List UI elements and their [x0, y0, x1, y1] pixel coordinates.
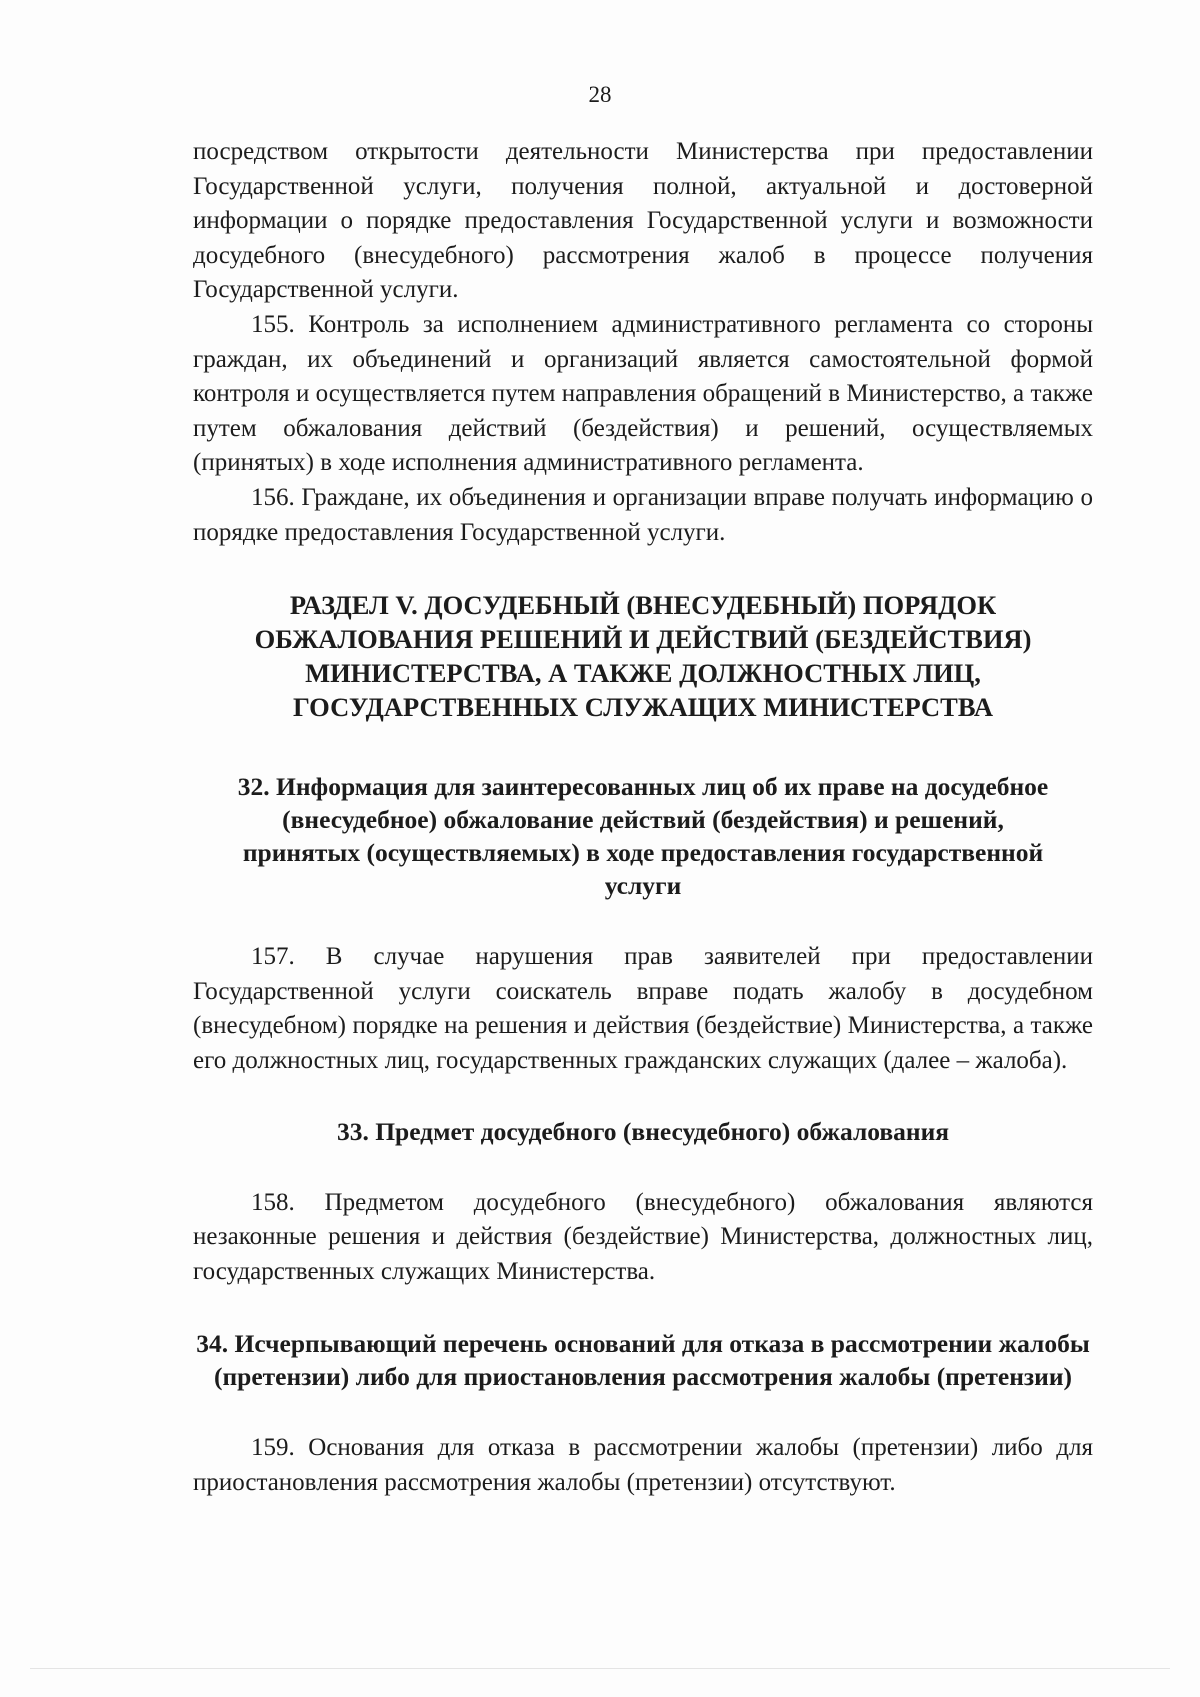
chapter-title: РАЗДЕЛ V. ДОСУДЕБНЫЙ (ВНЕСУДЕБНЫЙ) ПОРЯДОК ОБЖАЛОВАНИЯ РЕШЕНИЙ И ДЕЙСТВИЙ (БЕЗДЕЙСТВИЯ) МИНИСТЕРСТВА, А ТАКЖЕ ДОЛЖНОСТНЫХ ЛИЦ, ГОСУДАРСТВЕННЫХ СЛУЖАЩИХ МИНИСТЕРСТВА	[254, 590, 1032, 723]
page-number: 28	[588, 82, 612, 107]
paragraph-156: 156. Граждане, их объединения и организации вправе получать информацию о порядке предоставления Государственной услуги.	[193, 483, 1093, 546]
paragraph-158: 158. Предметом досудебного (внесудебного) обжалования являются незаконные решения и действия (бездействие) Министерства, должностных лиц, государственных служащих Министерства.	[193, 1188, 1093, 1285]
paragraph-157: 157. В случае нарушения прав заявителей при предоставлении Государственной услуги соискатель вправе подать жалобу в досудебном (внесудебном) порядке на решения и действия (бездействие) Министерства, а также его должностных лиц, государственных гражданских служащих (далее – жалоба).	[193, 943, 1093, 1074]
paragraph-155: 155. Контроль за исполнением административного регламента со стороны граждан, их объединений и организаций является самостоятельной формой контроля и осуществляется путем направления обращений в Министерство, а также путем обжалования действий (бездействия) и решений, осуществляемых (принятых) в ходе исполнения административного регламента.	[193, 310, 1093, 477]
paragraph-159: 159. Основания для отказа в рассмотрении жалобы (претензии) либо для приостановления рассмотрения жалобы (претензии) отсутствуют.	[193, 1434, 1093, 1496]
page-content	[193, 135, 1093, 1500]
paragraph-continuation: посредством открытости деятельности Министерства при предоставлении Государственной услуги, получения полной, актуальной и достоверной информации о порядке предоставления Государственной услуги и возможности досудебного (внесудебного) рассмотрения жалоб в процессе получения Государственной услуги.	[193, 138, 1093, 304]
section-title-33: 33. Предмет досудебного (внесудебного) обжалования	[336, 1116, 950, 1146]
section-title-32: 32. Информация для заинтересованных лиц об их праве на досудебное (внесудебное) обжалование действий (бездействия) и решений, принятых (осуществляемых) в ходе предоставления государственной услуги	[237, 772, 1049, 901]
section-title-34: 34. Исчерпывающий перечень оснований для отказа в рассмотрении жалобы (претензии) либо для приостановления рассмотрения жалобы (претензии)	[196, 1329, 1090, 1392]
scan-edge-line	[30, 1668, 1170, 1669]
